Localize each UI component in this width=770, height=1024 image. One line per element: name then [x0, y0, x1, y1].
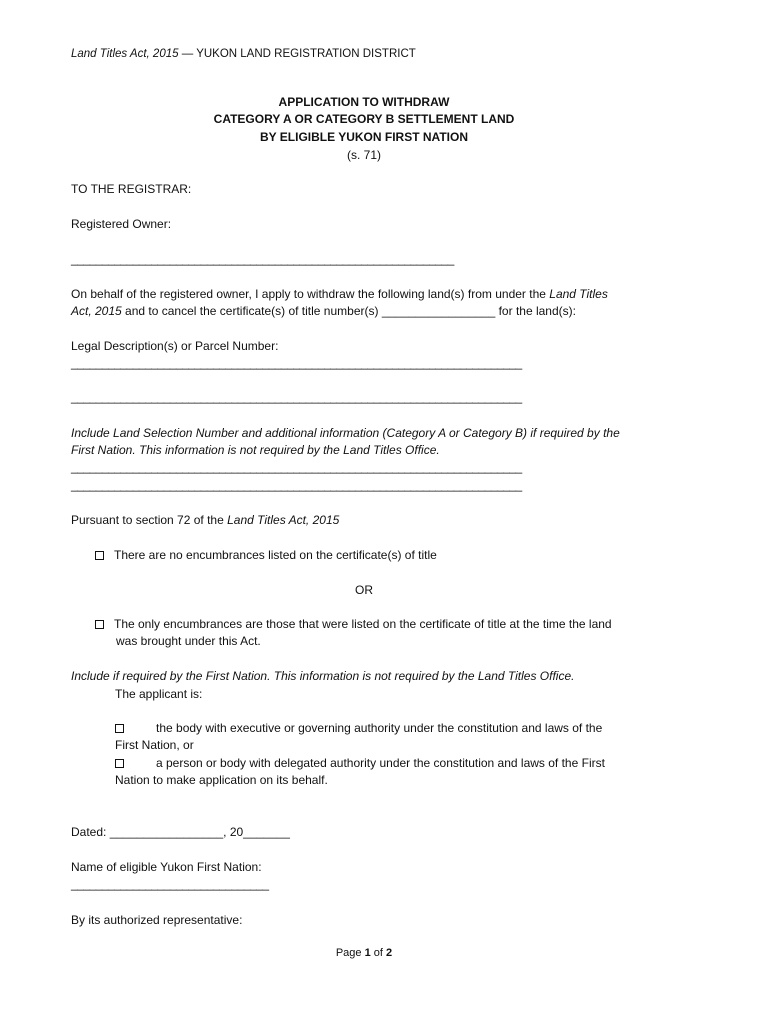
land-selection-field-1[interactable]: _________________________________________________________________________ — [71, 460, 522, 474]
applicant-option-governing — [115, 721, 603, 752]
footer-page-total: 2 — [386, 947, 393, 959]
first-nation-name-label: Name of eligible Yukon First Nation: — [71, 860, 262, 874]
application-text-line1 — [71, 287, 608, 301]
to-registrar-label: TO THE REGISTRAR: — [71, 182, 192, 196]
footer-of-word: of — [370, 947, 387, 959]
header-act-title: Land Titles Act, 2015 — [71, 48, 179, 60]
application-text-part1: On behalf of the registered owner, I apply to withdraw the following land(s) from under the — [71, 287, 550, 301]
applicant-option-delegated — [115, 756, 605, 787]
checkbox-delegated-authority[interactable] — [115, 759, 124, 768]
option-only-encumbrances — [95, 617, 612, 648]
legal-description-label: Legal Description(s) or Parcel Number: — [71, 339, 279, 353]
dated-field[interactable]: Dated: _________________, 20_______ — [71, 825, 290, 839]
pursuant-act-title: Land Titles Act, 2015 — [227, 513, 340, 527]
option-only-encumbrances-line2: was brought under this Act. — [116, 634, 261, 648]
form-section-ref: (s. 71) — [346, 148, 381, 162]
option-no-encumbrances-label: There are no encumbrances listed on the certificate(s) of title — [114, 548, 437, 562]
applicant-option2-line1: a person or body with delegated authority under the constitution and laws of the First — [156, 756, 605, 770]
land-selection-note-line1: Include Land Selection Number and additional information (Category A or Category B) if required by the — [71, 426, 620, 440]
or-separator: OR — [355, 583, 373, 597]
pursuant-prefix: Pursuant to section 72 of the — [71, 513, 228, 527]
registered-owner-field[interactable]: ______________________________________________________________ — [71, 252, 454, 266]
footer-page-word: Page — [335, 947, 365, 959]
checkbox-governing-authority[interactable] — [115, 724, 124, 733]
legal-description-field-1[interactable]: _________________________________________________________________________ — [71, 356, 522, 370]
footer-page-number: 1 — [364, 947, 371, 959]
registered-owner-label: Registered Owner: — [71, 217, 172, 231]
checkbox-only-encumbrances[interactable] — [95, 620, 104, 629]
form-title-line2: CATEGORY A OR CATEGORY B SETTLEMENT LAND — [213, 112, 515, 126]
document-header — [71, 48, 416, 60]
applicant-option1-line1: the body with executive or governing authority under the constitution and laws of the — [156, 721, 603, 735]
form-title-line3: BY ELIGIBLE YUKON FIRST NATION — [259, 130, 468, 144]
page-footer — [0, 947, 728, 959]
land-selection-note-line2: First Nation. This information is not required by the Land Titles Office. — [71, 443, 440, 457]
land-selection-field-2[interactable]: _________________________________________________________________________ — [71, 478, 522, 492]
first-nation-name-field[interactable]: ________________________________ — [71, 877, 269, 891]
include-if-required-note: Include if required by the First Nation. This information is not required by the Land Titles Office. — [71, 669, 575, 683]
option-no-encumbrances — [95, 548, 437, 562]
pursuant-line — [71, 513, 339, 527]
applicant-is-label: The applicant is: — [115, 687, 203, 701]
application-text-rest: and to cancel the certificate(s) of title number(s) _________________ for the land(s): — [121, 304, 576, 318]
option-only-encumbrances-line1: The only encumbrances are those that were listed on the certificate of title at the time the land — [114, 617, 612, 631]
application-act-title: Land Titles — [549, 287, 608, 301]
applicant-option2-line2: Nation to make application on its behalf. — [115, 773, 328, 787]
form-title-line1: APPLICATION TO WITHDRAW — [278, 95, 450, 109]
authorized-representative-label: By its authorized representative: — [71, 913, 243, 927]
application-text-line2 — [71, 304, 576, 318]
legal-description-field-2[interactable]: _________________________________________________________________________ — [71, 390, 522, 404]
checkbox-no-encumbrances[interactable] — [95, 551, 104, 560]
applicant-option1-line2: First Nation, or — [115, 738, 194, 752]
header-district: — YUKON LAND REGISTRATION DISTRICT — [178, 48, 416, 60]
application-act-year: Act, 2015 — [71, 304, 122, 318]
